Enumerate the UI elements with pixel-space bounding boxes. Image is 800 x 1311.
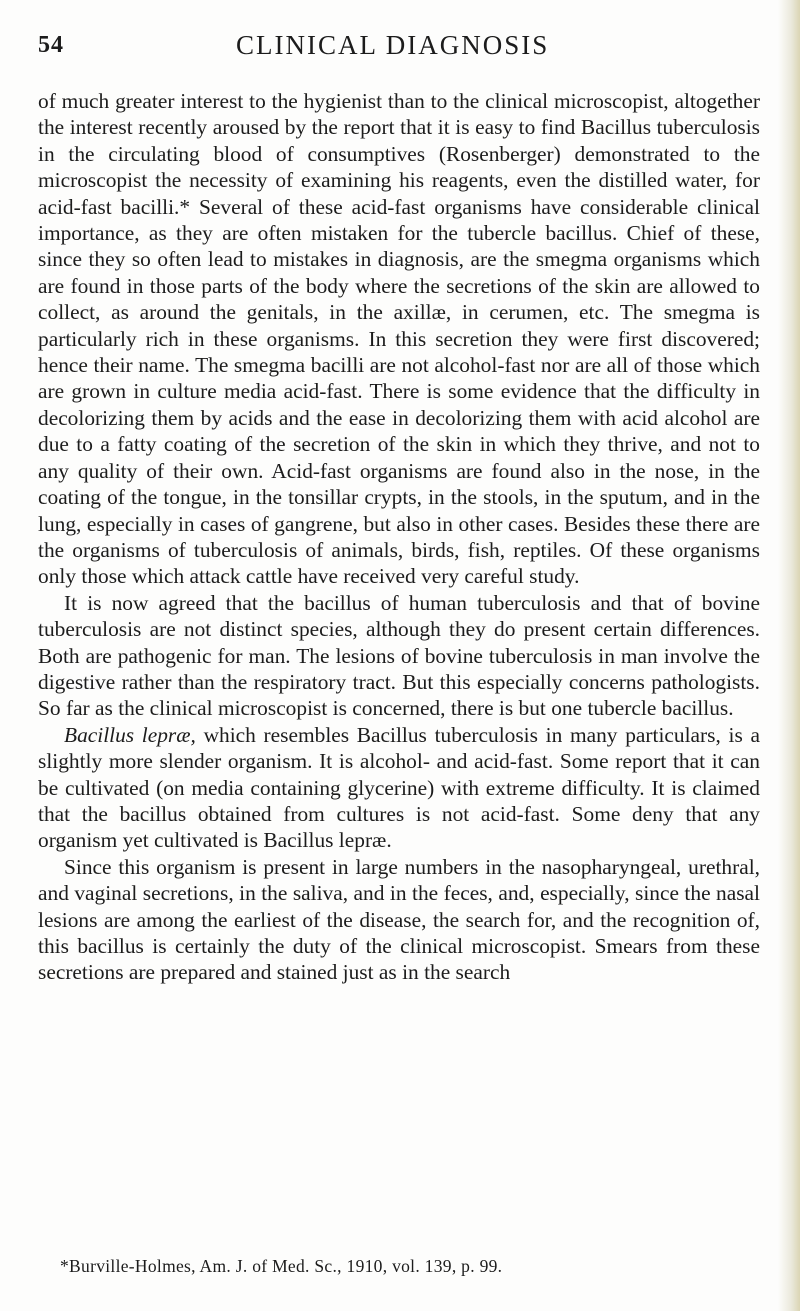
paragraph-2: It is now agreed that the bacillus of human tuberculosis and that of bovine tuberculosis are not distinct species, although they do present certain differences. Both are pathogenic for man. The lesions of bovine tuberculosis in man involve the digestive rather than the respiratory tract. But this especially concerns pathologists. So far as the clinical microscopist is concerned, there is but one tubercle bacillus.: [38, 590, 760, 721]
paragraph-3-text: which resembles Bacillus tuberculosis in many particulars, is a slightly more slender organism. It is alcohol- and acid-fast. Some report that it can be cultivated (on media containing glycerine) with extreme difficulty. It is claimed that the bacillus obtained from cultures is not acid-fast. Some deny that any organism yet cultivated is Bacillus lepræ.: [38, 722, 760, 853]
running-head: CLINICAL DIAGNOSIS: [236, 30, 550, 60]
paragraph-1: of much greater interest to the hygienist than to the clinical microscopist, altogether the interest recently aroused by the report that it is easy to find Bacillus tuberculosis in the circulating blood of consumptives (Rosenberger) demonstrated to the microscopist the necessity of examining his reagents, even the distilled water, for acid-fast bacilli.* Several of these acid-fast organisms have considerable clinical importance, as they are often mistaken for the tubercle bacillus. Chief of these, since they so often lead to mistakes in diagnosis, are the smegma organisms which are found in those parts of the body where the secretions of the skin are allowed to collect, as around the genitals, in the axillæ, in cerumen, etc. The smegma is particularly rich in these organisms. In this secretion they were first discovered; hence their name. The smegma bacilli are not alcohol-fast nor are all of those which are grown in culture media acid-fast. There is some evidence that the difficulty in decolorizing them by acids and the ease in decolorizing them with acid alcohol are due to a fatty coating of the secretion of the skin in which they thrive, and not to any quality of their own. Acid-fast organisms are found also in the nose, in the coating of the tongue, in the tonsillar crypts, in the stools, in the sputum, and in the lung, especially in cases of gangrene, but also in other cases. Besides these there are the organisms of tuberculosis of animals, birds, fish, reptiles. Of these organisms only those which attack cattle have received very careful study.: [38, 89, 760, 589]
paragraph-3: [38, 722, 760, 854]
page-header: [38, 32, 778, 72]
page-number: 54: [38, 32, 64, 58]
paragraph-4: Since this organism is present in large numbers in the nasopharyngeal, urethral, and vaginal secretions, in the saliva, and in the feces, and, especially, since the nasal lesions are among the earliest of the disease, the search for, and the recognition of, this bacillus is certainly the duty of the clinical microscopist. Smears from these secretions are prepared and stained just as in the search: [38, 854, 760, 985]
body-text: [38, 88, 760, 986]
footnote: *Burville-Holmes, Am. J. of Med. Sc., 1910, vol. 139, p. 99.: [60, 1256, 503, 1276]
italic-term: Bacillus lepræ,: [64, 722, 196, 747]
page-edge-shadow: [778, 0, 800, 1311]
